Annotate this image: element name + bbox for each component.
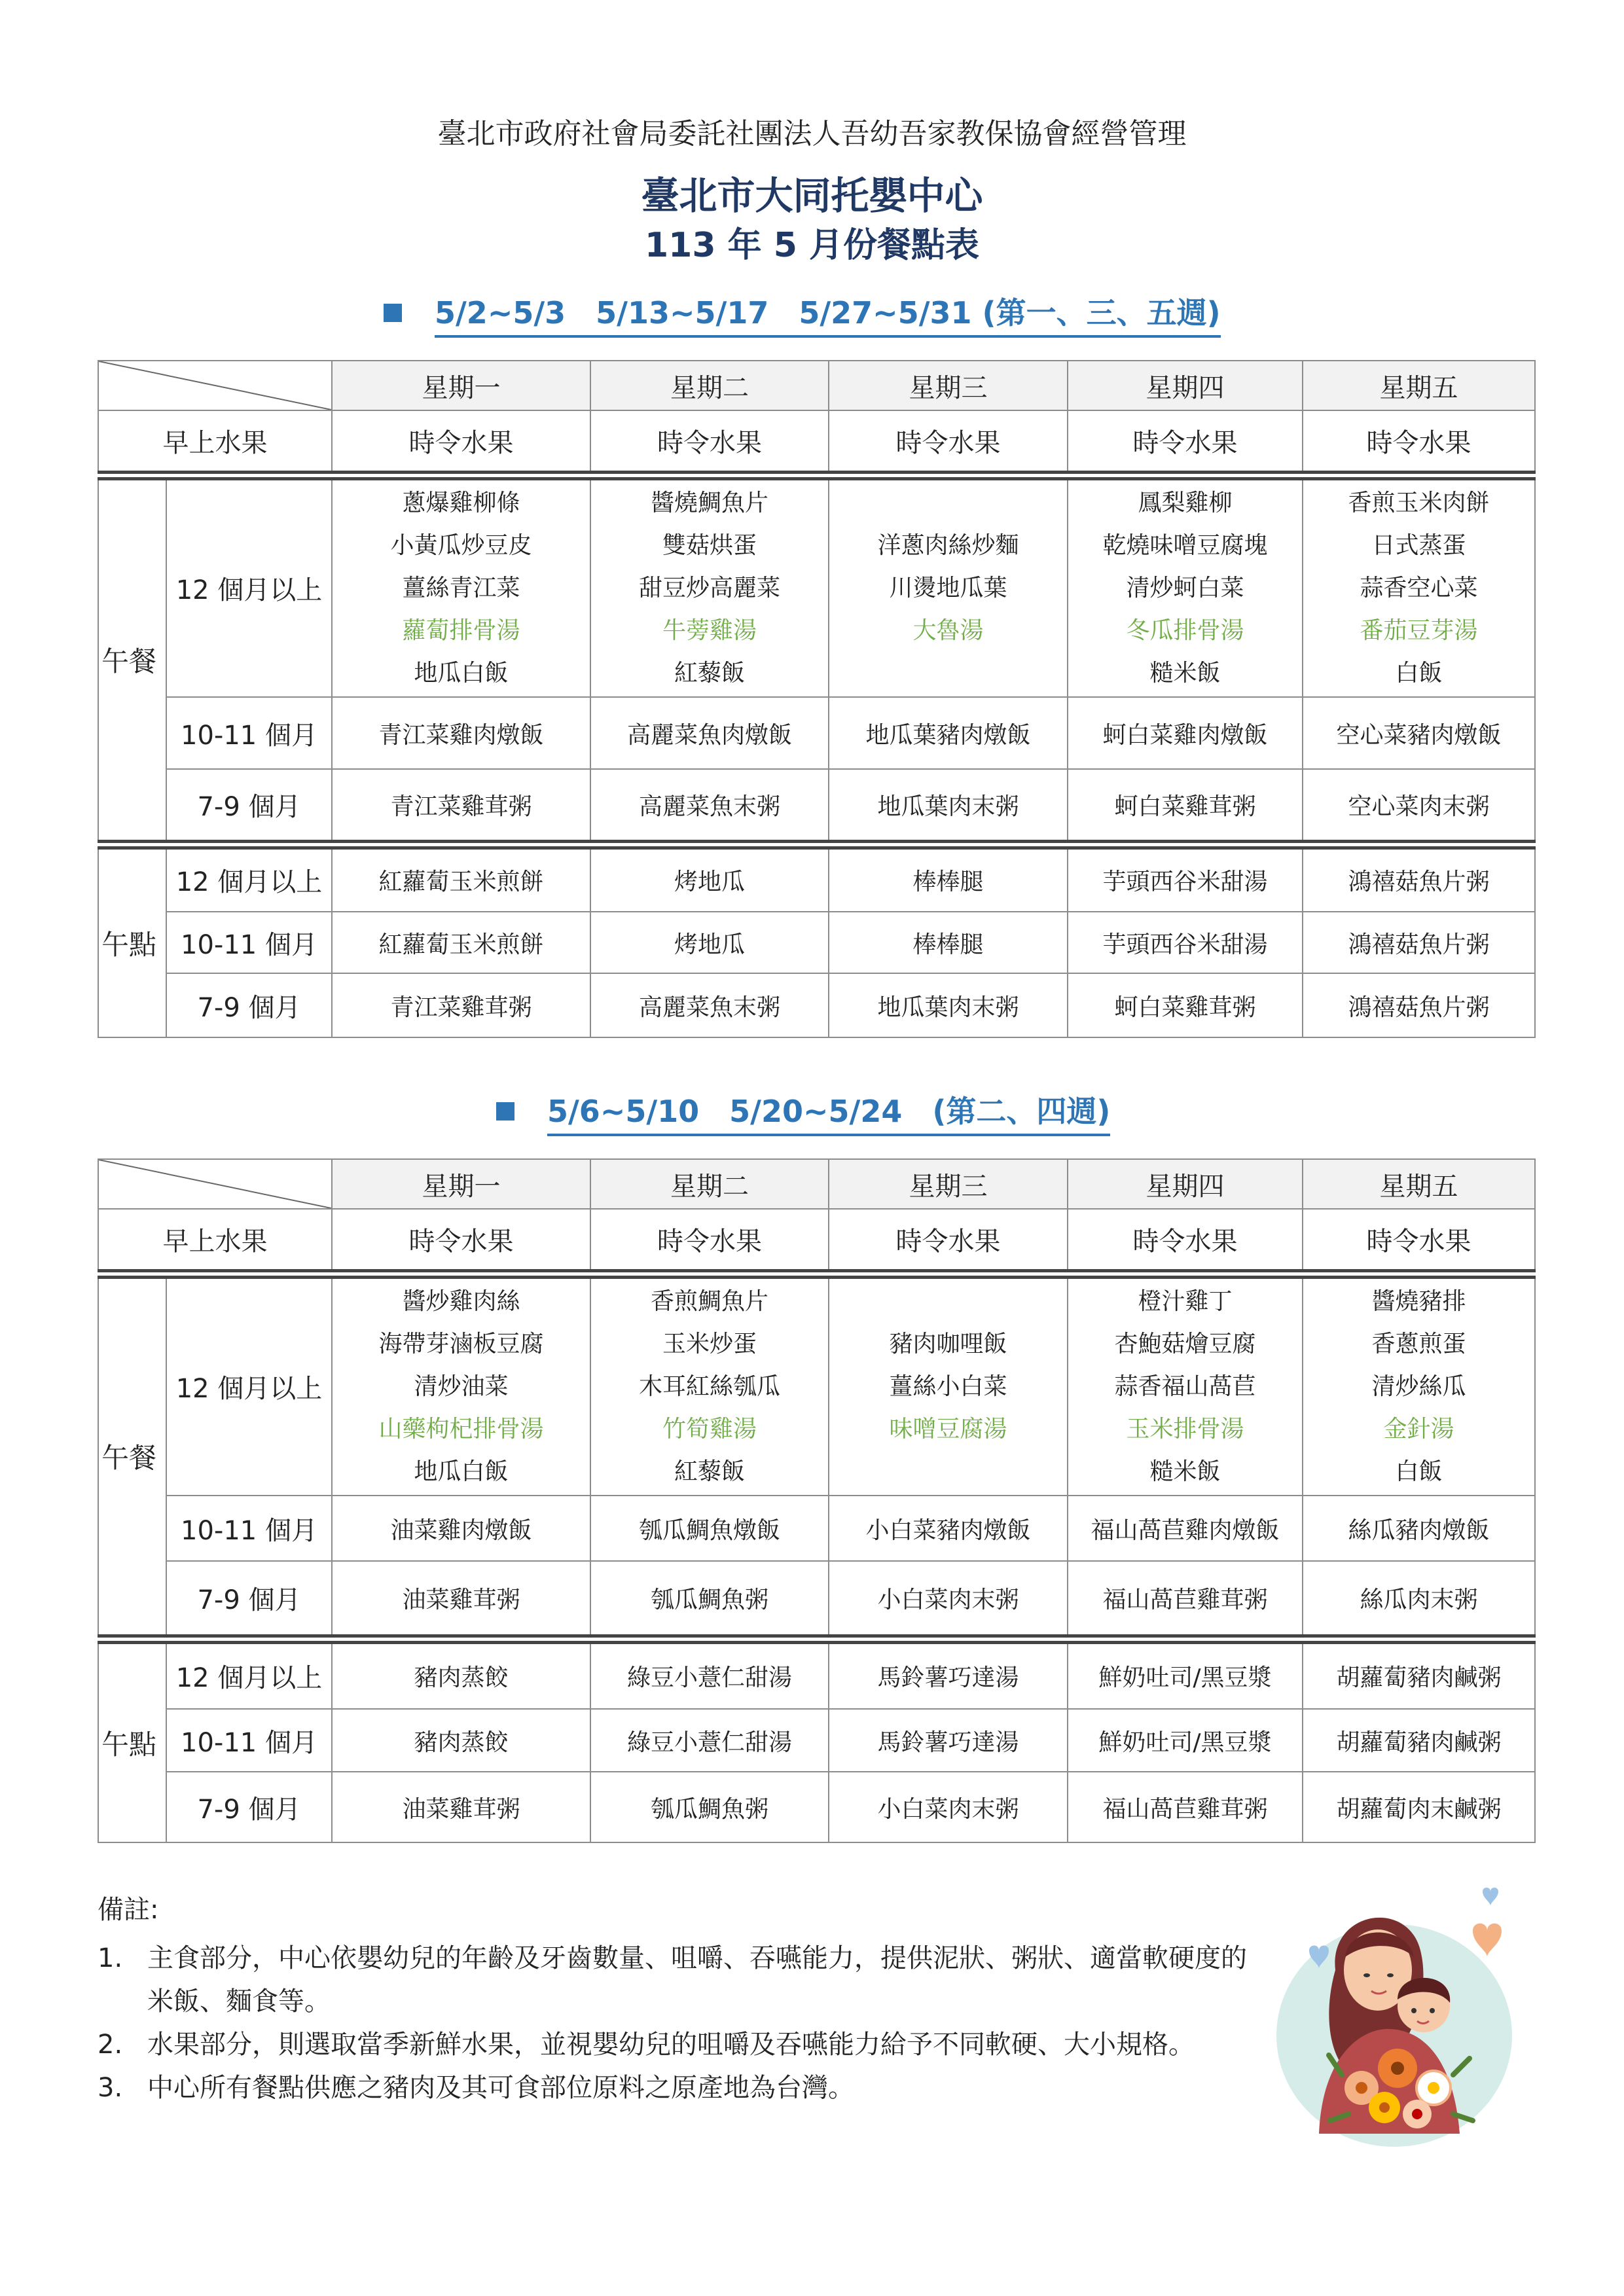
main-dish: 香煎鯛魚片 [650,1288,768,1316]
snack7-cell: 油菜雞茸粥 [332,1772,590,1842]
snack12-cell: 烤地瓜 [590,848,829,912]
fruit-cell: 時令水果 [1303,410,1535,472]
snack10-row [98,1709,1535,1772]
fruit-row [98,1209,1535,1270]
side-dish: 洋蔥肉絲炒麵 [877,532,1019,560]
snack10-cell: 棒棒腿 [829,912,1068,973]
lunch-12-cell [829,1277,1068,1496]
vegetable-dish: 川燙地瓜葉 [889,575,1007,602]
week1-title: 5/2~5/3 5/13~5/17 5/27~5/31 (第一、三、五週) [435,289,1221,338]
snack7-row [98,1772,1535,1842]
lunch-7-row [98,1561,1535,1636]
note-text: 中心所有餐點供應之豬肉及其可食部位原料之原產地為台灣。 [147,2073,854,2103]
diagonal-corner-cell [98,1159,332,1209]
main-dish: 醬燒鯛魚片 [650,490,768,517]
notes-list [98,1937,1250,2109]
soup: 味噌豆腐湯 [889,1416,1007,1443]
vegetable-dish: 木耳紅絲瓠瓜 [638,1373,780,1401]
snack7-cell: 鴻禧菇魚片粥 [1303,973,1535,1037]
lunch-7-cell: 小白菜肉末粥 [829,1561,1068,1636]
lunch-7-cell: 蚵白菜雞茸粥 [1068,769,1303,841]
staple: 白飯 [1395,660,1443,687]
mother-child-flowers-illustration [1257,1872,1532,2160]
section-separator [98,1270,1535,1277]
day-header: 星期四 [1068,1159,1303,1209]
day-header: 星期二 [590,1159,829,1209]
lunch-7-cell: 空心菜肉末粥 [1303,769,1535,841]
soup: 金針湯 [1383,1416,1454,1443]
separator-cell [98,472,1535,478]
age-label: 10-11 個月 [166,1709,332,1772]
fruit-cell: 時令水果 [1068,410,1303,472]
snack12-cell: 紅蘿蔔玉米煎餅 [332,848,590,912]
lunch-7-cell: 油菜雞茸粥 [332,1561,590,1636]
staple: 糙米飯 [1149,1458,1221,1486]
snack7-cell: 福山萵苣雞茸粥 [1068,1772,1303,1842]
lunch-12-cell [332,1277,590,1496]
notes-title: 備註: [98,1895,159,1925]
staple: 地瓜白飯 [414,660,509,687]
fruit-cell: 時令水果 [829,410,1068,472]
lunch-7-cell: 瓠瓜鯛魚粥 [590,1561,829,1636]
staple: 地瓜白飯 [414,1458,509,1486]
fruit-row-label: 早上水果 [98,1209,332,1270]
lunch-12-row [98,1277,1535,1496]
snack12-cell: 棒棒腿 [829,848,1068,912]
snack12-cell: 胡蘿蔔豬肉鹹粥 [1303,1642,1535,1709]
side-dish: 小黃瓜炒豆皮 [390,532,532,560]
snack12-cell: 綠豆小薏仁甜湯 [590,1642,829,1709]
side-dish: 豬肉咖哩飯 [889,1331,1007,1358]
side-dish: 海帶芽滷板豆腐 [378,1331,544,1358]
fruit-cell: 時令水果 [332,1209,590,1270]
vegetable-dish: 清炒蚵白菜 [1126,575,1244,602]
main-dish: 醬燒豬排 [1371,1288,1466,1316]
menu-title: 113 年 5 月份餐點表 [644,226,980,265]
fruit-row [98,410,1535,472]
fruit-cell: 時令水果 [1303,1209,1535,1270]
age-label: 7-9 個月 [166,1561,332,1636]
lunch-label: 午餐 [98,478,166,841]
week1-heading [384,289,1221,338]
note-item [98,1937,1250,2023]
note-text: 水果部分，則選取當季新鮮水果，並視嬰幼兒的咀嚼及吞嚥能力給予不同軟硬、大小規格。 [147,2030,1195,2060]
notes-section [98,1888,1250,2109]
age-label: 10-11 個月 [166,697,332,769]
snack10-cell: 綠豆小薏仁甜湯 [590,1709,829,1772]
staple: 紅藜飯 [674,660,745,687]
snack7-row [98,973,1535,1037]
age-label: 7-9 個月 [166,769,332,841]
day-header: 星期五 [1303,1159,1535,1209]
day-header: 星期三 [829,361,1068,410]
lunch-12-row [98,478,1535,697]
lunch-10-cell: 地瓜葉豬肉燉飯 [829,697,1068,769]
main-dish: 醬炒雞肉絲 [402,1288,520,1316]
soup: 玉米排骨湯 [1126,1416,1244,1443]
snack12-row [98,1642,1535,1709]
age-label: 7-9 個月 [166,1772,332,1842]
week1-menu-table [98,360,1536,1038]
snack10-cell: 鴻禧菇魚片粥 [1303,912,1535,973]
lunch-12-cell [590,478,829,697]
snack10-cell: 紅蘿蔔玉米煎餅 [332,912,590,973]
snack10-cell: 烤地瓜 [590,912,829,973]
main-dish: 蔥爆雞柳條 [402,490,520,517]
lunch-12-cell [1068,478,1303,697]
vegetable-dish: 蒜香福山萵苣 [1114,1373,1256,1401]
lunch-10-cell: 空心菜豬肉燉飯 [1303,697,1535,769]
lunch-10-cell: 高麗菜魚肉燉飯 [590,697,829,769]
lunch-12-cell [1303,478,1535,697]
fruit-cell: 時令水果 [590,1209,829,1270]
snack12-cell: 鴻禧菇魚片粥 [1303,848,1535,912]
lunch-12-cell [829,478,1068,697]
vegetable-dish: 薑絲小白菜 [889,1373,1007,1401]
fruit-cell: 時令水果 [332,410,590,472]
snack12-row [98,848,1535,912]
soup: 番茄豆芽湯 [1360,617,1478,645]
day-header: 星期一 [332,361,590,410]
section-separator [98,472,1535,478]
snack12-cell: 鮮奶吐司/黑豆漿 [1068,1642,1303,1709]
vegetable-dish: 蒜香空心菜 [1360,575,1478,602]
diagonal-line-icon [99,361,331,410]
lunch-10-row [98,1496,1535,1561]
vegetable-dish: 甜豆炒高麗菜 [638,575,780,602]
side-dish: 杏鮑菇燴豆腐 [1114,1331,1256,1358]
day-header: 星期五 [1303,361,1535,410]
main-dish: 橙汁雞丁 [1138,1288,1233,1316]
fruit-cell: 時令水果 [1068,1209,1303,1270]
lunch-12-cell [590,1277,829,1496]
week2-menu-table [98,1158,1536,1843]
snack7-cell: 蚵白菜雞茸粥 [1068,973,1303,1037]
snack12-cell: 豬肉蒸餃 [332,1642,590,1709]
snack-label: 午點 [98,848,166,1037]
lunch-7-row [98,769,1535,841]
diagonal-line-icon [99,1160,331,1208]
note-number: 3. [98,2073,123,2103]
lunch-12-cell [1303,1277,1535,1496]
separator-cell [98,841,1535,848]
fruit-cell: 時令水果 [590,410,829,472]
day-header-row [98,1159,1535,1209]
vegetable-dish: 清炒油菜 [414,1373,509,1401]
note-number: 2. [98,2030,123,2060]
soup: 竹筍雞湯 [662,1416,757,1443]
snack7-cell: 地瓜葉肉末粥 [829,973,1068,1037]
lunch-7-cell: 福山萵苣雞茸粥 [1068,1561,1303,1636]
age-label: 10-11 個月 [166,912,332,973]
fruit-row-label: 早上水果 [98,410,332,472]
snack-label: 午點 [98,1642,166,1842]
side-dish: 日式蒸蛋 [1371,532,1466,560]
section-separator [98,841,1535,848]
snack7-cell: 高麗菜魚末粥 [590,973,829,1037]
day-header-row [98,361,1535,410]
lunch-10-row [98,697,1535,769]
main-dish: 香煎玉米肉餅 [1348,490,1490,517]
organization-line: 臺北市政府社會局委託社團法人吾幼吾家教保協會經營管理 [437,117,1187,151]
note-item [98,2023,1250,2066]
lunch-10-cell: 蚵白菜雞肉燉飯 [1068,697,1303,769]
week2-heading [496,1088,1110,1136]
soup: 蘿蔔排骨湯 [402,617,520,645]
staple: 白飯 [1395,1458,1443,1486]
center-name: 臺北市大同托嬰中心 [641,173,983,218]
lunch-7-cell: 絲瓜肉末粥 [1303,1561,1535,1636]
snack10-cell: 豬肉蒸餃 [332,1709,590,1772]
day-header: 星期一 [332,1159,590,1209]
lunch-10-cell: 青江菜雞肉燉飯 [332,697,590,769]
lunch-10-cell: 瓠瓜鯛魚燉飯 [590,1496,829,1561]
lunch-7-cell: 高麗菜魚末粥 [590,769,829,841]
snack10-cell: 胡蘿蔔豬肉鹹粥 [1303,1709,1535,1772]
snack10-row [98,912,1535,973]
age-label: 12 個月以上 [166,1642,332,1709]
snack7-cell: 胡蘿蔔肉末鹹粥 [1303,1772,1535,1842]
snack7-cell: 小白菜肉末粥 [829,1772,1068,1842]
lunch-label: 午餐 [98,1277,166,1636]
snack12-cell: 芋頭西谷米甜湯 [1068,848,1303,912]
soup: 冬瓜排骨湯 [1126,617,1244,645]
week2-title: 5/6~5/10 5/20~5/24 (第二、四週) [547,1088,1110,1136]
square-bullet-icon [496,1102,514,1121]
snack10-cell: 馬鈴薯巧達湯 [829,1709,1068,1772]
age-label: 10-11 個月 [166,1496,332,1561]
soup: 牛蒡雞湯 [662,617,757,645]
vegetable-dish: 清炒絲瓜 [1371,1373,1466,1401]
age-label: 12 個月以上 [166,478,332,697]
square-bullet-icon [384,304,402,322]
age-label: 12 個月以上 [166,1277,332,1496]
lunch-12-cell [332,478,590,697]
vegetable-dish: 薑絲青江菜 [402,575,520,602]
staple: 紅藜飯 [674,1458,745,1486]
lunch-7-cell: 青江菜雞茸粥 [332,769,590,841]
lunch-7-cell: 地瓜葉肉末粥 [829,769,1068,841]
lunch-12-cell [1068,1277,1303,1496]
fruit-cell: 時令水果 [829,1209,1068,1270]
snack7-cell: 瓠瓜鯛魚粥 [590,1772,829,1842]
day-header: 星期二 [590,361,829,410]
separator-cell [98,1270,1535,1277]
snack10-cell: 芋頭西谷米甜湯 [1068,912,1303,973]
snack12-cell: 馬鈴薯巧達湯 [829,1642,1068,1709]
side-dish: 雙菇烘蛋 [662,532,757,560]
lunch-10-cell: 絲瓜豬肉燉飯 [1303,1496,1535,1561]
lunch-10-cell: 油菜雞肉燉飯 [332,1496,590,1561]
side-dish: 乾燒味噌豆腐塊 [1102,532,1268,560]
day-header: 星期四 [1068,361,1303,410]
snack10-cell: 鮮奶吐司/黑豆漿 [1068,1709,1303,1772]
day-header: 星期三 [829,1159,1068,1209]
soup: 山藥枸杞排骨湯 [378,1416,544,1443]
note-item [98,2066,1250,2109]
separator-cell [98,1636,1535,1642]
diagonal-corner-cell [98,361,332,410]
lunch-10-cell: 福山萵苣雞肉燉飯 [1068,1496,1303,1561]
note-number: 1. [98,1943,123,1973]
age-label: 12 個月以上 [166,848,332,912]
section-separator [98,1636,1535,1642]
note-text: 主食部分，中心依嬰幼兒的年齡及牙齒數量、咀嚼、吞嚥能力，提供泥狀、粥狀、適當軟硬度的米飯、麵食等。 [147,1943,1247,2017]
age-label: 7-9 個月 [166,973,332,1037]
staple: 糙米飯 [1149,660,1221,687]
main-dish: 鳳梨雞柳 [1138,490,1233,517]
snack7-cell: 青江菜雞茸粥 [332,973,590,1037]
lunch-10-cell: 小白菜豬肉燉飯 [829,1496,1068,1561]
side-dish: 玉米炒蛋 [662,1331,757,1358]
side-dish: 香蔥煎蛋 [1371,1331,1466,1358]
soup: 大魯湯 [912,617,984,645]
